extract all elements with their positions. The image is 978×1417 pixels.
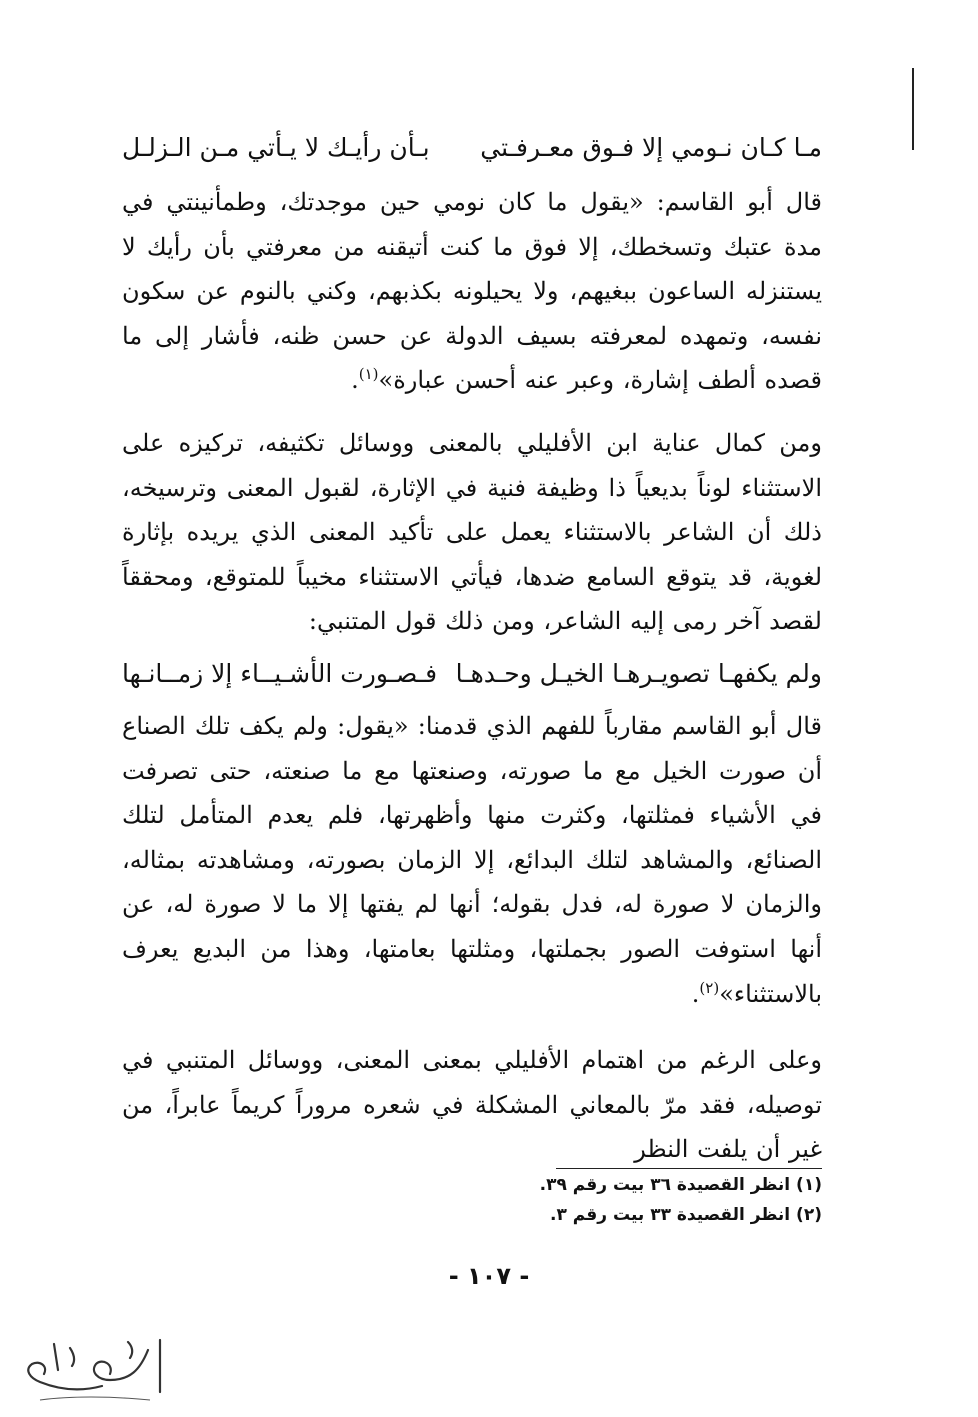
footnote: (١) انظر القصيدة ٣٦ بيت رقم ٣٩. [539, 1175, 822, 1195]
verse-first-hemistich: ولم يكفهـا تصويـرهـا الخيـل وحـدهـا [455, 658, 822, 688]
paragraph-text: قال أبو القاسم مقارباً للفهم الذي قدمنا: «يقول: ولم يكف تلك الصناع أن صورت الخيل مع ما صورته، وصنعتها مع ما صنعته، حتى تصرفت في الأشياء فمثلتها، وكثرت منها وأظهرتها، فلم يعدم المتأمل لتلك الصنائع، والمشاهد لتلك البدائع، إلا الزمان بصورته، ومشاهدته بمثاله، والزمان لا صورة له، فدل بقوله؛ أنها لم يفتها إلا ما لا صورة له، عن أنها استوفت الصور بجملتها، ومثلتها بعامتها، وهذا من البديع يعرف بالاستثناء» [122, 711, 822, 1008]
paragraph-tail: . [691, 979, 700, 1008]
verse-line [122, 128, 822, 168]
paragraph [122, 421, 822, 644]
paragraph-text: وعلى الرغم من اهتمام الأفليلي بمعنى المعنى، ووسائل المتنبي في توصيله، فقد مرّ بالمعاني المشكلة في شعره مروراً كريماً عابراً، من غير أن يلفت النظر [122, 1046, 822, 1164]
verse-second-hemistich: فـصـورت الأشـيــاء إلا زمــانـها [122, 658, 438, 688]
page-number: - ١٠٧ - [448, 1262, 530, 1290]
footnote-separator [556, 1168, 822, 1169]
page-body [122, 128, 822, 1172]
paragraph-text: قال أبو القاسم: «يقول ما كان نومي حين موجدتك، وطمأنينتي في مدة عتبك وتسخطك، إلا فوق ما كنت أتيقنه من معرفتي بأن رأيك لا يستنزله الساعون ببغيهم، ولا يحيلونه بكذبهم، وكني بالنوم عن سكون نفسه، وتمهده لمعرفته بسيف الدولة عن حسن ظنه، فأشار إلى ما قصده ألطف إشارة، وعبر عنه أحسن عبارة» [122, 188, 823, 395]
paragraph-tail: . [351, 366, 359, 395]
verse-second-hemistich: بـأن رأيـك لا يـأتي مـن الـزلـل [122, 133, 430, 162]
paragraph [122, 180, 822, 403]
verse-first-hemistich: مـا كـان نـومي إلا فـوق معـرفـتي [480, 133, 822, 162]
footnote-reference[interactable]: (٢) [699, 978, 720, 997]
calligraphy-logo-icon [10, 1330, 170, 1410]
paragraph [122, 1038, 822, 1172]
paragraph-text: ومن كمال عناية ابن الأفليلي بالمعنى ووسائل تكثيفه، تركيزه على الاستثناء لوناً بديعياً ذا وظيفة فنية في الإثارة، لقبول المعنى وترسيخه، ذلك أن الشاعر بالاستثناء يعمل على تأكيد المعنى الذي يريده بإثارة لغوية، قد يتوقع السامع ضدها، فيأتي الاستثناء مخيباً للمتوقع، ومحققاً لقصد آخر رمى إليه الشاعر، ومن ذلك قول المتنبي: [122, 428, 822, 636]
footnote-reference[interactable]: (١) [358, 365, 379, 384]
footnotes [422, 1170, 822, 1230]
paragraph [122, 704, 822, 1016]
margin-rule [912, 68, 914, 150]
footnote: (٢) انظر القصيدة ٣٣ بيت رقم ٣. [550, 1205, 822, 1225]
verse-line [122, 654, 822, 694]
